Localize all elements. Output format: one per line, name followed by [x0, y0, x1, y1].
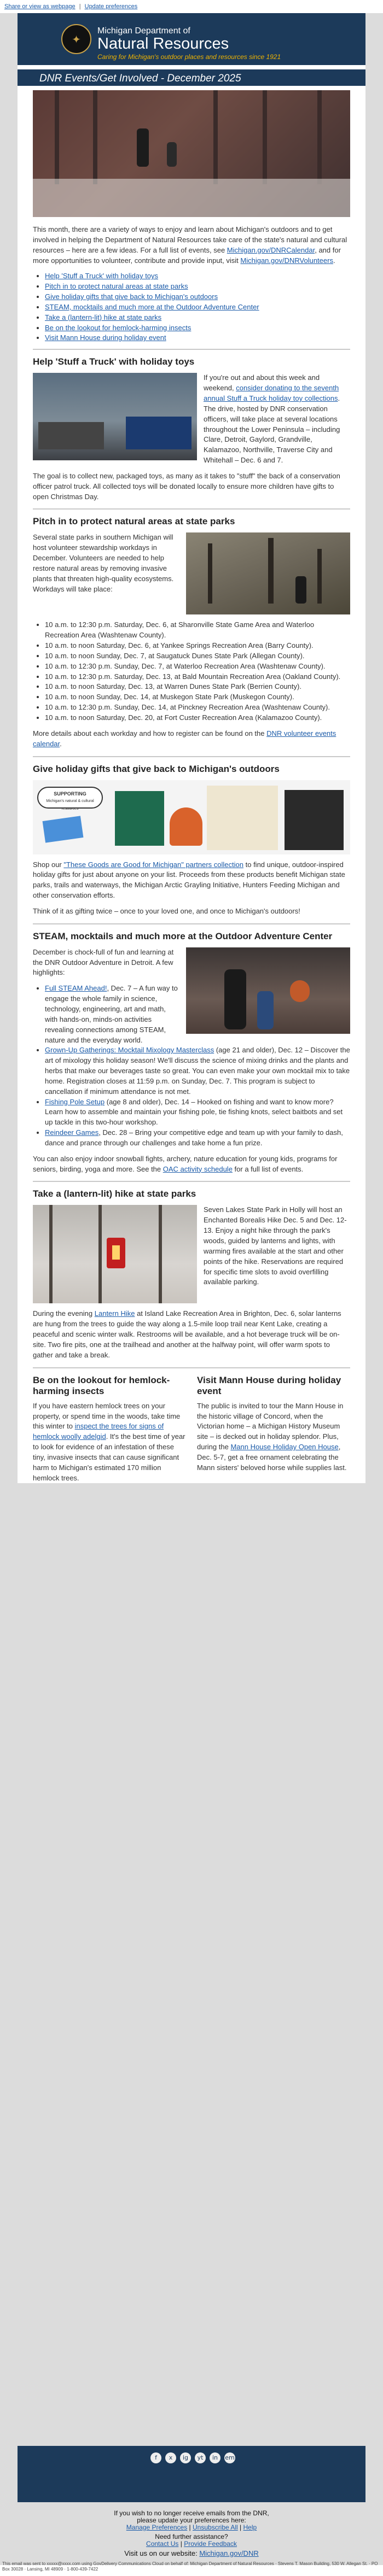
facebook-icon[interactable]: f	[150, 2452, 161, 2463]
preferences-links: Manage Preferences | Unsubscribe All | Help	[126, 2524, 257, 2531]
hemlock-link[interactable]: inspect the trees for signs of hemlock woolly adelgid	[33, 1422, 164, 1441]
dnr-website-link[interactable]: Michigan.gov/DNR	[199, 2549, 259, 2557]
coffee-bag-image	[285, 790, 344, 850]
s1-text-2: . The drive, hosted by DNR conservation officers, will take place at several locations throughout the Lower Peninsula – including Clare, Detroit, Gaylord, Grandville, Kalamazoo, Northville, Traverse City and Whitehall – Dec. 6 and 7.	[204, 394, 340, 465]
toc-item	[45, 302, 350, 313]
oac-item	[45, 1045, 350, 1097]
toc-item	[45, 313, 350, 323]
s7-text-2: , Dec. 5-7, get a free ornament celebrating the Mann sisters' beloved horse while supplies last.	[197, 1443, 347, 1472]
visit-text: Visit us on our website:	[124, 2549, 200, 2557]
legal-footer-text: This email was sent to xxxxx@xxxx.com using GovDelivery Communications Cloud on behalf of: Michigan Department of Natural Resources · Stevens T. Mason Building, 530 W. Allegan St. · PO Box 30028 · Lansing, MI 48909 · 1-800-439-7422	[2, 2561, 378, 2572]
toc-link[interactable]: Visit Mann House during holiday event	[45, 333, 166, 342]
x-icon[interactable]: x	[165, 2452, 176, 2463]
section-title-holiday-gifts: Give holiday gifts that give back to Michigan's outdoors	[33, 763, 280, 774]
full-steam-link[interactable]: Full STEAM Ahead!	[45, 984, 107, 993]
workday-item: • 10 a.m. to 12:30 p.m. Sunday, Dec. 14, at Pinckney Recreation Area (Washtenaw County).	[45, 702, 350, 713]
title-bar	[18, 69, 365, 86]
section-title-lantern-hike: Take a (lantern-lit) hike at state parks	[33, 1189, 196, 1199]
top-links	[0, 0, 383, 13]
workday-item: • 10 a.m. to noon Saturday, Dec. 13, at Warren Dunes State Park (Berrien County).	[45, 682, 350, 692]
partners-collection-link[interactable]: "These Goods are Good for Michigan" partners collection	[63, 860, 243, 869]
oac-item-text: , Dec. 28 – Bring your competitive edge and team up with your family to dash, dance and prance through our challenges and take home a fun prize.	[45, 1128, 343, 1147]
badge-subtitle: Michigan's natural & cultural resources	[46, 799, 94, 811]
dnr-seal-icon: ✦	[61, 24, 91, 54]
unsubscribe-text-2: please update your preferences here:	[137, 2516, 246, 2524]
section-title-mann-house: Visit Mann House during holiday event	[197, 1374, 341, 1396]
intro-text-3: .	[333, 256, 335, 265]
oac-intro-text: December is chock-full of fun and learning at the DNR Outdoor Adventure in Detroit. A few highlights:	[33, 947, 174, 977]
fishing-pole-link[interactable]: Fishing Pole Setup	[45, 1097, 105, 1106]
volunteer-calendar-text	[33, 729, 350, 750]
s3-text: Shop our	[33, 860, 64, 869]
oac-item-text: (age 8 and older), Dec. 14 – Hooked on fishing and want to know more? Learn how to assemble and maintain your fishing pole, tie fishing knots, select baitbots and set up tackle in this two-hour workshop.	[45, 1097, 343, 1127]
oac-item	[45, 1097, 350, 1128]
s2-text-2: .	[60, 739, 62, 748]
oac-item-text: (age 21 and older), Dec. 12 – Discover the art of mixology this holiday season! We'll discuss the science of mixing drinks and the plants and herbs that make our beverages taste so great. You can even make your own mocktail mix to take home. Registration closes at 11:59 p.m. on Sunday, Dec. 7. This program is subject to cancellation if minimum attendance is not met.	[45, 1046, 350, 1096]
toc-link[interactable]: Give holiday gifts that give back to Michigan's outdoors	[45, 292, 218, 301]
youtube-icon[interactable]: yt	[195, 2452, 206, 2463]
unsubscribe-text-1: If you wish to no longer receive emails from the DNR,	[114, 2509, 269, 2517]
toc-link[interactable]: Take a (lantern-lit) hike at state parks	[45, 313, 162, 321]
s5-text: During the evening	[33, 1309, 95, 1318]
dnr-calendar-link[interactable]: Michigan.gov/DNRCalendar	[227, 245, 315, 254]
toy-truck-image	[33, 373, 197, 460]
contact-us-link[interactable]: Contact Us	[146, 2540, 179, 2548]
intro-text-2: , and for more opportunities to volunteer, contribute and provide input, visit	[33, 245, 341, 265]
footer	[18, 2446, 365, 2502]
divider	[33, 756, 350, 757]
workday-item: • 10 a.m. to 12:30 p.m. Sunday, Dec. 7, at Waterloo Recreation Area (Washtenaw County).	[45, 661, 350, 672]
s4-text-2: for a full list of events.	[232, 1164, 304, 1173]
volunteers-in-woods-image	[186, 532, 350, 614]
lantern-hike-text: Seven Lakes State Park in Holly will host an Enchanted Borealis Hike Dec. 5 and Dec. 12-13. Enjoy a night hike through the park's woods, guided by lanterns and lights, with warming fires available at the start and other points of the hike. Reservations are required for specific time slots to avoid overfilling available parking.	[204, 1205, 347, 1286]
tote-bag-image	[115, 791, 164, 846]
toc-link[interactable]: Pitch in to protect natural areas at state parks	[45, 282, 188, 291]
header-line2: Natural Resources	[97, 35, 229, 52]
gift-twice-text: Think of it as gifting twice – once to your loved one, and once to Michigan's outdoors!	[33, 906, 300, 915]
workday-item: • 10 a.m. to noon Sunday, Dec. 7, at Saugatuck Dunes State Park (Allegan County).	[45, 651, 350, 661]
manage-preferences-link[interactable]: Manage Preferences	[126, 2524, 188, 2531]
supporting-badge	[37, 787, 103, 809]
divider	[33, 923, 350, 924]
oac-family-image	[186, 947, 350, 1034]
email-body	[18, 13, 365, 1483]
s4-text: You can also enjoy indoor snowball fights, archery, nature education for young kids, programs for seniors, birding, yoga and more. See the	[33, 1154, 338, 1173]
toc-item	[45, 333, 350, 343]
s7-text: The public is invited to tour the Mann House in the historic village of Concord, when the Victorian home – a Michigan History Museum site – is decked out in holiday splendor. Plus, during the	[197, 1401, 344, 1451]
oac-item	[45, 1128, 350, 1149]
beanie-image	[170, 807, 202, 846]
s6-text: If you have eastern hemlock trees on your property, or spend time in the woods, take time this winter to	[33, 1401, 181, 1431]
section-title-oac: STEAM, mocktails and much more at the Outdoor Adventure Center	[33, 930, 333, 941]
s6-text-2: . It's the best time of year to look for evidence of an infestation of these tiny, invasive insects that can cause significant harm to Michigan's estimated 170 million hemlock trees.	[33, 1432, 185, 1482]
section-title-stuff-a-truck: Help 'Stuff a Truck' with holiday toys	[33, 356, 195, 367]
volunteer-calendar-link[interactable]: DNR volunteer events calendar	[33, 729, 336, 748]
holiday-gifts-text	[33, 860, 350, 901]
header-line1: Michigan Department of	[97, 26, 190, 36]
gift-products-image	[33, 780, 350, 854]
toc-link[interactable]: Be on the lookout for hemlock-harming insects	[45, 323, 192, 332]
workday-item: • 10 a.m. to noon Saturday, Dec. 20, at Fort Custer Recreation Area (Kalamazoo County).	[45, 713, 350, 723]
section-title-hemlock: Be on the lookout for hemlock-harming insects	[33, 1374, 170, 1396]
header-tagline: Caring for Michigan's outdoor places and resources since 1921	[97, 53, 281, 61]
lantern-hike-link[interactable]: Lantern Hike	[94, 1309, 135, 1318]
s5-text-2: at Island Lake Recreation Area in Brighton, Dec. 6, solar lanterns are hung from the trees to guide the way along a 1.5-mile loop trail near Kent Lake, creating a peaceful and scenic winter walk. Restrooms will be available, and a hot beverage truck will be on-site. Two fire pits, one at the trailhead and another at the halfway point, will offer warm spots to gather and take a break.	[33, 1309, 341, 1359]
workday-list	[33, 620, 350, 723]
table-of-contents	[33, 271, 350, 343]
header-banner	[18, 13, 365, 65]
instagram-icon[interactable]: ig	[180, 2452, 191, 2463]
workday-item: • 10 a.m. to 12:30 p.m. Saturday, Dec. 6, at Sharonville State Game Area and Waterloo Recreation Area (Washtenaw County).	[45, 620, 350, 641]
divider	[33, 349, 350, 350]
intro-text: This month, there are a variety of ways to enjoy and learn about Michigan's outdoors and to get involved in helping the Department of Natural Resources take care of the state's natural and cultural resources – here are a few ideas. For a full list of events, see	[33, 225, 347, 254]
toc-item	[45, 271, 350, 282]
lantern-image	[33, 1205, 197, 1303]
mann-house-text	[197, 1401, 350, 1473]
toc-link[interactable]: Help 'Stuff a Truck' with holiday toys	[45, 272, 159, 280]
help-link[interactable]: Help	[243, 2524, 257, 2531]
oac-item-text: , Dec. 7 – A fun way to engage the whole family in science, technology, engineering, art and math, with hands-on, minds-on activities revealing connections among STEAM, nature and the everyday world.	[45, 984, 178, 1044]
website-line	[0, 2549, 383, 2557]
hero-image	[33, 90, 350, 217]
s2-text: More details about each workday and how to register can be found on the	[33, 729, 267, 737]
toc-link[interactable]: STEAM, mocktails and much more at the Outdoor Adventure Center	[45, 302, 259, 311]
divider	[33, 508, 350, 510]
stuff-a-truck-link[interactable]: consider donating to the seventh annual Stuff a Truck holiday toy collections	[204, 384, 339, 402]
toc-item	[45, 282, 350, 292]
stuff-a-truck-text-2: The goal is to collect new, packaged toys, as many as it takes to "stuff" the back of a conservation officer patrol truck. All collected toys will be donated locally to ensure more children have gifts to open Christmas Day.	[33, 471, 340, 501]
mocktail-link[interactable]: Grown-Up Gatherings: Mocktail Mixology Masterclass	[45, 1046, 214, 1055]
provide-feedback-link[interactable]: Provide Feedback	[184, 2540, 237, 2548]
dnr-volunteers-link[interactable]: Michigan.gov/DNRVolunteers	[240, 256, 333, 265]
update-preferences-link[interactable]: Update preferences	[84, 3, 138, 10]
s3-text-2: to find unique, outdoor-inspired holiday gifts for just about anyone on your list. Proceeds from these products benefit Michigan state parks, trails and waterways, the Michigan Arctic Grayling Initiative, Hunters Feeding Michigan and other conservation efforts.	[33, 860, 345, 900]
contact-links: Contact Us | Provide Feedback	[146, 2540, 237, 2548]
share-link[interactable]: Share or view as webpage	[4, 3, 76, 10]
oac-more-text	[33, 1154, 350, 1175]
assist-text: Need further assistance?	[155, 2533, 228, 2540]
toc-item	[45, 292, 350, 302]
badge-title: SUPPORTING	[54, 791, 86, 797]
unsubscribe-all-link[interactable]: Unsubscribe All	[193, 2524, 238, 2531]
natural-areas-text: Several state parks in southern Michigan will host volunteer stewardship workdays in December. Volunteers are needed to help restore natural areas by removing invasive plants that threaten high-quality ecosystems. Workdays will take place:	[33, 533, 174, 593]
intro-paragraph	[33, 225, 350, 266]
hemlock-text	[33, 1401, 186, 1484]
newsletter-title: DNR Events/Get Involved - December 2025	[39, 73, 241, 84]
mann-house-link[interactable]: Mann House Holiday Open House	[230, 1443, 339, 1451]
tshirt-image	[207, 786, 278, 850]
two-column-section	[18, 1368, 365, 1484]
workday-item: • 10 a.m. to noon Sunday, Dec. 14, at Muskegon State Park (Muskegon County).	[45, 692, 350, 702]
reindeer-games-link[interactable]: Reindeer Games	[45, 1128, 99, 1137]
workday-item: • 10 a.m. to noon Saturday, Dec. 6, at Yankee Springs Recreation Area (Barry County).	[45, 641, 350, 651]
email-icon[interactable]: em	[224, 2452, 235, 2463]
section-title-natural-areas: Pitch in to protect natural areas at state parks	[33, 516, 235, 527]
s1-text: If you're out and about this week and weekend,	[204, 373, 320, 393]
island-lake-text	[33, 1309, 350, 1360]
toc-item	[45, 323, 350, 333]
separator: |	[79, 3, 81, 10]
oac-schedule-link[interactable]: OAC activity schedule	[163, 1164, 233, 1173]
workday-item: • 10 a.m. to 12:30 p.m. Saturday, Dec. 13, at Bald Mountain Recreation Area (Oakland County).	[45, 672, 350, 682]
linkedin-icon[interactable]: in	[210, 2452, 220, 2463]
divider	[33, 1181, 350, 1182]
